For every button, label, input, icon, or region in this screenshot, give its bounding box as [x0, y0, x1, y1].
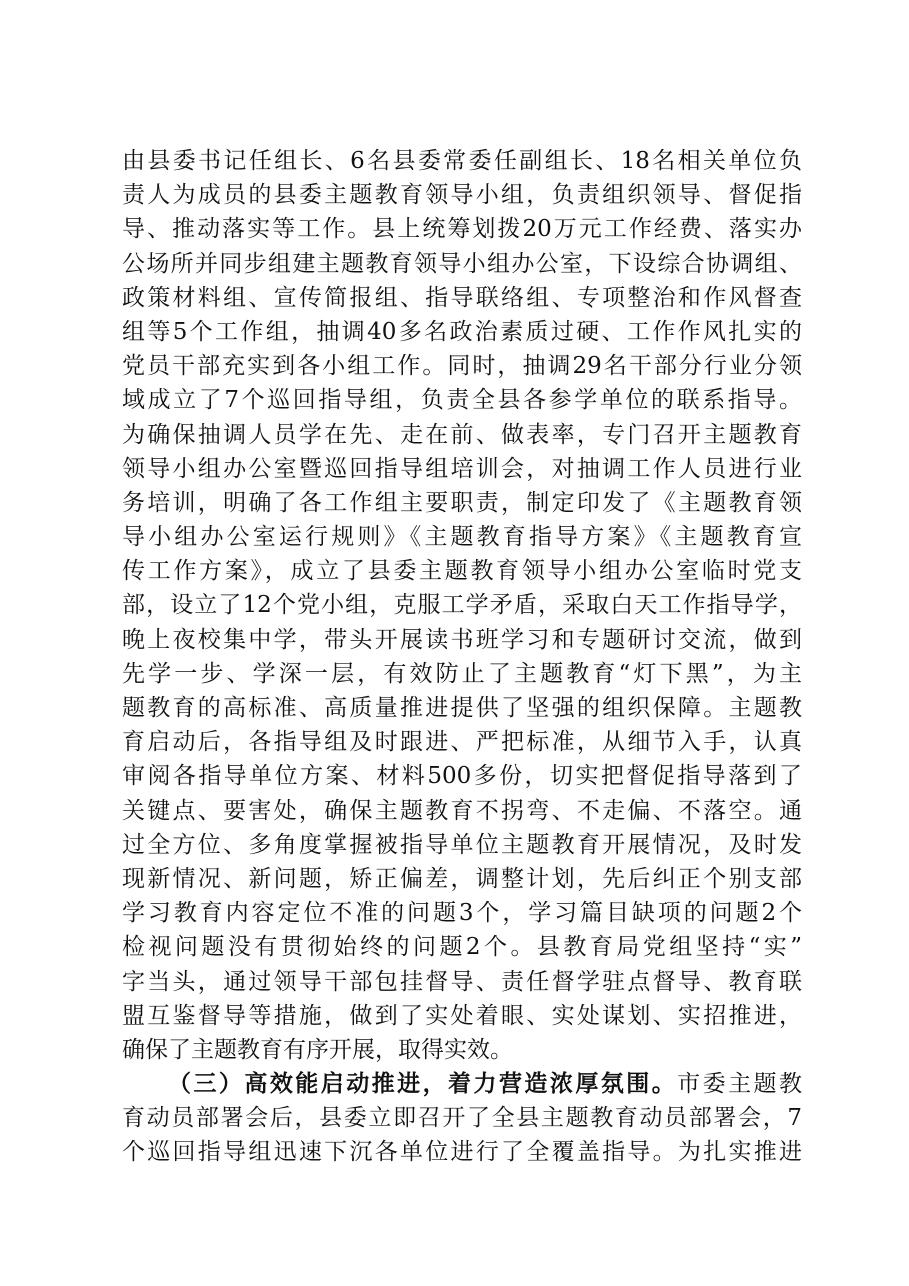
body-text	[122, 144, 802, 1170]
text-line: 政策材料组、宣传简报组、指导联络组、专项整治和作风督查	[122, 284, 802, 311]
text-line: 先学一步、学深一层，有效防止了主题教育“灯下黑”，为主	[122, 660, 802, 687]
text-line: 学习教育内容定位不准的问题3个，学习篇目缺项的问题2个	[122, 900, 802, 927]
text-line: 晚上夜校集中学，带头开展读书班学习和专题研讨交流，做到	[122, 626, 802, 653]
text-line: 导小组办公室运行规则》《主题教育指导方案》《主题教育宣	[122, 524, 802, 551]
text-line: 题教育的高标准、高质量推进提供了坚强的组织保障。主题教	[122, 695, 802, 721]
text-line: 育动员部署会后，县委立即召开了全县主题教育动员部署会，7	[122, 1105, 802, 1132]
text-line: 字当头，通过领导干部包挂督导、责任督学驻点督导、教育联	[122, 968, 802, 995]
text-line: 传工作方案》，成立了县委主题教育领导小组办公室临时党支	[122, 558, 802, 585]
text-line: 现新情况、新问题，矫正偏差，调整计划，先后纠正个别支部	[122, 865, 802, 892]
text-line: 过全方位、多角度掌握被指导单位主题教育开展情况，及时发	[122, 831, 802, 858]
section-first-line	[122, 1067, 802, 1101]
text-line: 组等5个工作组，抽调40多名政治素质过硬、工作作风扎实的	[122, 318, 802, 345]
text-line: 关键点、要害处，确保主题教育不拐弯、不走偏、不落空。通	[122, 797, 802, 824]
text-line: 公场所并同步组建主题教育领导小组办公室，下设综合协调组、	[122, 250, 802, 277]
text-line: 审阅各指导单位方案、材料500多份，切实把督促指导落到了	[122, 763, 802, 790]
text-line: 党员干部充实到各小组工作。同时，抽调29名干部分行业分领	[122, 353, 802, 380]
text-line: 检视问题没有贯彻始终的问题2个。县教育局党组坚持“实”	[122, 934, 802, 961]
text-line: 领导小组办公室暨巡回指导组培训会，对抽调工作人员进行业	[122, 455, 802, 482]
text-line: 责人为成员的县委主题教育领导小组，负责组织领导、督促指	[122, 182, 802, 209]
text-line: 由县委书记任组长、6名县委常委任副组长、18名相关单位负	[122, 148, 802, 174]
text-line: 盟互鉴督导等措施，做到了实处着眼、实处谋划、实招推进，	[122, 1002, 802, 1029]
section-heading: （三）高效能启动推进，着力营造浓厚氛围。	[168, 1070, 678, 1098]
text-line: 为确保抽调人员学在先、走在前、做表率，专门召开主题教育	[122, 421, 802, 448]
text-line: 务培训，明确了各工作组主要职责，制定印发了《主题教育领	[122, 489, 802, 516]
text-line: 确保了主题教育有序开展，取得实效。	[122, 1036, 513, 1063]
text-line: 育启动后，各指导组及时跟进、严把标准，从细节入手，认真	[122, 729, 802, 756]
text-line: 导、推动落实等工作。县上统筹划拨20万元工作经费、落实办	[122, 216, 802, 243]
section-first-line-rest: 市委主题教	[677, 1071, 803, 1098]
text-line: 域成立了7个巡回指导组，负责全县各参学单位的联系指导。	[122, 387, 802, 414]
text-line: 部，设立了12个党小组，克服工学矛盾，采取白天工作指导学，	[122, 592, 802, 619]
text-line: 个巡回指导组迅速下沉各单位进行了全覆盖指导。为扎实推进	[122, 1139, 802, 1166]
